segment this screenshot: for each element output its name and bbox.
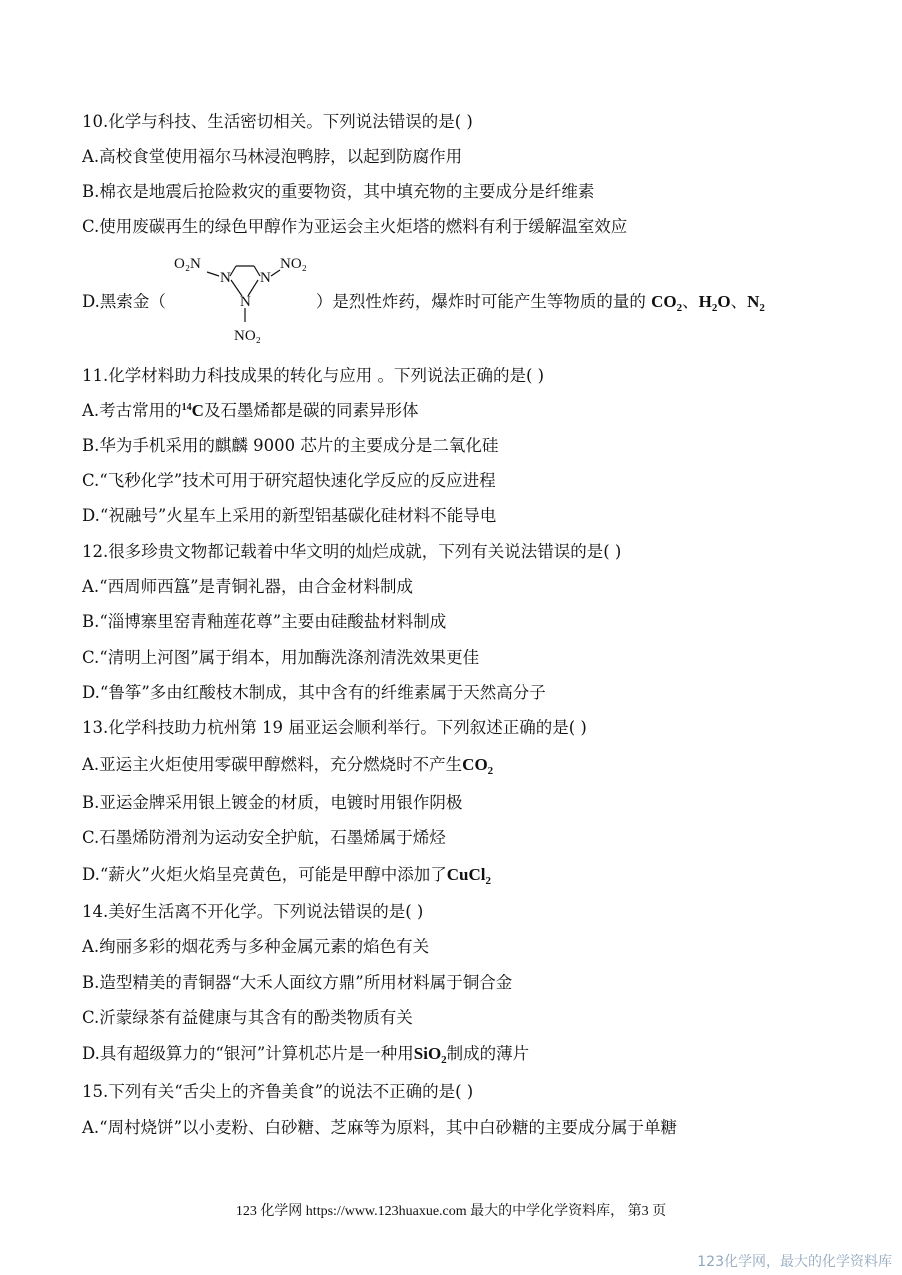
formula-cucl2: CuCl$_2$ <box>446 865 491 887</box>
q12-stem: 12.很多珍贵文物都记载着中华文明的灿烂成就，下列有关说法错误的是( ) <box>82 542 622 561</box>
q12-option-c: C.“清明上河图”属于绢本，用加酶洗涤剂清洗效果更佳 <box>82 648 480 667</box>
separator: 、 <box>730 292 748 311</box>
formula-co2: $CO_2$ <box>462 755 494 777</box>
q14-stem: 14.美好生活离不开化学。下列说法错误的是( ) <box>82 902 424 921</box>
q10-option-d <box>82 291 765 313</box>
q11-option-c: C.“飞秒化学”技术可用于研究超快速化学反应的反应进程 <box>82 471 496 490</box>
nitro-group-right: NO₂ <box>280 256 307 272</box>
q12-option-b: B.“淄博寨里窑青釉莲花尊”主要由硅酸盐材料制成 <box>82 612 447 631</box>
q14-d-suffix: 制成的薄片 <box>446 1044 530 1063</box>
q11-option-a <box>82 400 418 422</box>
q10-option-c: C.使用废碳再生的绿色甲醇作为亚运会主火炬塔的燃料有利于缓解温室效应 <box>82 217 628 236</box>
q10-stem: 10.化学与科技、生活密切相关。下列说法错误的是( ) <box>82 112 473 131</box>
q13-d-prefix: D.“薪火”火炬火焰呈亮黄色，可能是甲醇中添加了 <box>82 865 447 884</box>
q13-a-prefix: A.亚运主火炬使用零碳甲醇燃料，充分燃烧时不产生 <box>82 755 463 774</box>
q14-option-a: A.绚丽多彩的烟花秀与多种金属元素的焰色有关 <box>82 937 430 956</box>
q10-d-suffix: ）是烈性炸药，爆炸时可能产生等物质的量的 <box>315 292 646 311</box>
q13-option-d <box>82 864 491 886</box>
q13-stem: 13.化学科技助力杭州第 19 届亚运会顺利举行。下列叙述正确的是( ) <box>82 718 587 737</box>
q11-option-b: B.华为手机采用的麒麟 9000 芯片的主要成分是二氧化硅 <box>82 436 499 455</box>
ring-nitrogen-bottom: N <box>240 294 251 310</box>
formula-sio2: SiO$_2$ <box>413 1044 447 1066</box>
q14-option-b: B.造型精美的青铜器“大禾人面纹方鼎”所用材料属于铜合金 <box>82 973 513 992</box>
q15-stem: 15.下列有关“舌尖上的齐鲁美食”的说法不正确的是( ) <box>82 1082 474 1101</box>
q15-option-a: A.“周村烧饼”以小麦粉、白砂糖、芝麻等为原料，其中白砂糖的主要成分属于单糖 <box>82 1118 678 1137</box>
nitro-group-bottom: NO₂ <box>234 328 261 344</box>
q11-option-d: D.“祝融号”火星车上采用的新型铝基碳化硅材料不能导电 <box>82 506 497 525</box>
formula-n2: $N_2$ <box>747 292 765 314</box>
q10-option-a: A.高校食堂使用福尔马林浸泡鸭脖，以起到防腐作用 <box>82 147 463 166</box>
nitro-group-left: O₂N <box>174 256 201 272</box>
q13-option-c: C.石墨烯防滑剂为运动安全护航，石墨烯属于烯烃 <box>82 828 446 847</box>
q13-option-b: B.亚运金牌采用银上镀金的材质，电镀时用银作阴极 <box>82 793 463 812</box>
separator: 、 <box>682 292 699 311</box>
q12-option-d: D.“鲁筝”多由红酸枝木制成，其中含有的纤维素属于天然高分子 <box>82 683 546 702</box>
q13-option-a <box>82 754 493 776</box>
formula-h2o: $H_2O$ <box>698 292 731 314</box>
site-watermark: 123化学网，最大的化学资料库 <box>697 1254 892 1270</box>
formula-co2: $CO_2$ <box>651 292 683 314</box>
q12-option-a: A.“西周师西簋”是青铜礼器，由合金材料制成 <box>82 577 414 596</box>
q11-a-prefix: A.考古常用的 <box>82 401 182 420</box>
q14-option-d <box>82 1043 529 1065</box>
page-footer: 123 化学网 https://www.123huaxue.com 最大的中学化学资料库， 第3 页 <box>235 1204 667 1219</box>
q14-option-c: C.沂蒙绿茶有益健康与其含有的酚类物质有关 <box>82 1008 413 1027</box>
ring-nitrogen-right: N <box>260 270 271 286</box>
q10-option-b: B.棉衣是地震后抢险救灾的重要物资，其中填充物的主要成分是纤维素 <box>82 182 595 201</box>
q11-a-suffix: 及石墨烯都是碳的同素异形体 <box>203 401 419 420</box>
formula-c14: $^{14}$C <box>181 401 204 420</box>
q10-d-prefix: D.黑索金（ <box>82 292 166 311</box>
q14-d-prefix: D.具有超级算力的“银河”计算机芯片是一种用 <box>82 1044 414 1063</box>
ring-nitrogen-left: N <box>220 270 231 286</box>
q11-stem: 11.化学材料助力科技成果的转化与应用 。下列说法正确的是( ) <box>82 366 545 385</box>
